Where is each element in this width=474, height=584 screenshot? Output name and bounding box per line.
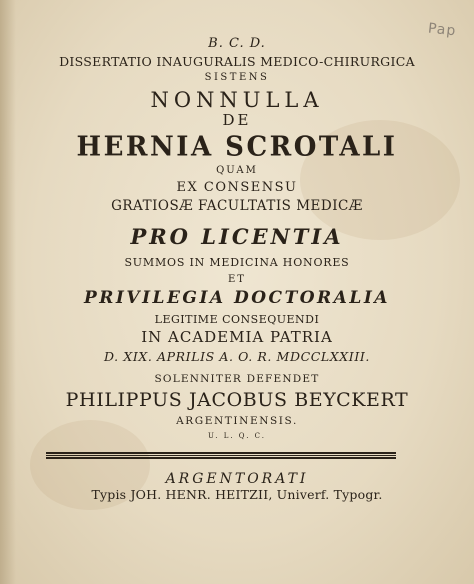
consequendi-line: LEGITIME CONSEQUENDI — [154, 313, 320, 326]
academia-line: IN ACADEMIA PATRIA — [141, 328, 333, 346]
defendet-line: SOLENNITER DEFENDET — [154, 373, 320, 385]
imprint-city: ARGENTORATI — [165, 471, 309, 487]
dissertation-heading: DISSERTATIO INAUGURALIS MEDICO-CHIRURGICA — [59, 54, 415, 69]
de-line: DE — [222, 111, 252, 129]
initials: B. C. D. — [208, 36, 266, 51]
handwritten-annotation: Pap — [426, 20, 457, 40]
quam-line: QUAM — [216, 165, 258, 176]
consensu-line: EX CONSENSU — [176, 180, 298, 195]
main-title: HERNIA SCROTALI — [76, 131, 398, 163]
honores-line: SUMMOS IN MEDICINA HONORES — [124, 256, 350, 269]
defense-date: D. XIX. APRILIS A. O. R. MDCCLXXIII. — [104, 349, 370, 364]
nonnulla-line: NONNULLA — [150, 88, 324, 112]
ornamental-rule — [46, 452, 396, 459]
et-line: ET — [228, 274, 246, 285]
privilegia-line: PRIVILEGIA DOCTORALIA — [84, 288, 390, 308]
author-origin: ARGENTINENSIS. — [176, 415, 298, 427]
pro-licentia-line: PRO LICENTIA — [130, 224, 344, 249]
sistens-line: SISTENS — [204, 72, 270, 83]
imprint-printer: Typis JOH. HENR. HEITZII, Univerf. Typogr. — [91, 487, 383, 502]
faculty-line: GRATIOSÆ FACULTATIS MEDICÆ — [111, 198, 363, 214]
author-name: PHILIPPUS JACOBUS BEYCKERT — [65, 389, 409, 411]
ulqc-line: U. L. Q. C. — [208, 432, 266, 440]
